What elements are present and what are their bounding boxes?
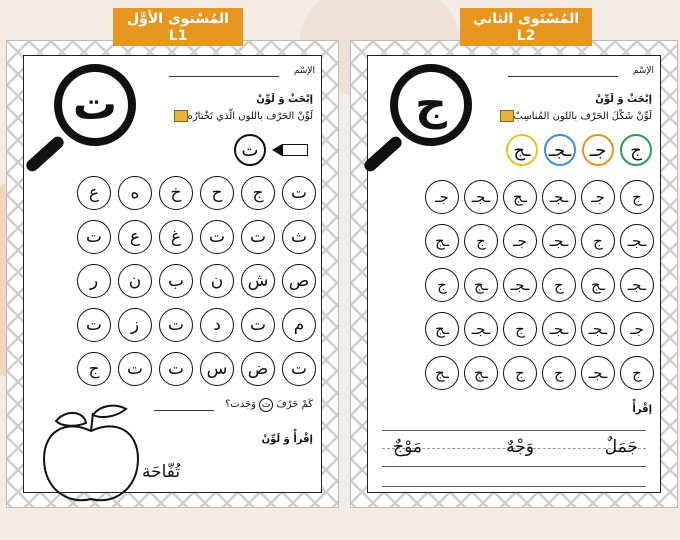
letter-circle[interactable]: ح xyxy=(200,176,234,210)
word-3: مَوْجٌ xyxy=(393,437,422,457)
worksheet-level1 xyxy=(6,40,339,508)
worksheet-body xyxy=(367,55,661,493)
instruction-line xyxy=(497,110,652,122)
letter-circle[interactable]: س xyxy=(200,352,234,386)
name-label: الإسْم xyxy=(293,66,315,76)
letter-circle[interactable]: ت xyxy=(77,308,111,342)
name-label: الإسْم xyxy=(632,66,654,76)
letter-circle[interactable]: ـج xyxy=(425,312,459,346)
instruction-text: لَوِّنْ شَكْلَ الحَرْف باللون المُناسِبْ xyxy=(513,111,652,122)
letter-circle[interactable]: ع xyxy=(118,220,152,254)
letter-circle[interactable]: ـجـ xyxy=(464,312,498,346)
apple-drawing xyxy=(36,401,146,508)
read-color-label: إقْرأْ وَ لَوِّنْ xyxy=(261,434,313,445)
letter-circle[interactable]: ج xyxy=(241,176,275,210)
writing-line xyxy=(382,466,646,467)
letter-circle[interactable]: ز xyxy=(118,308,152,342)
letter-circle[interactable]: ر xyxy=(77,264,111,298)
letter-circle[interactable]: ـج xyxy=(464,356,498,390)
calendar-icon xyxy=(174,110,188,122)
letter-circle[interactable]: ض xyxy=(241,352,275,386)
letter-circle[interactable]: ج xyxy=(542,356,576,390)
worksheet-body xyxy=(23,55,322,493)
letter-circle[interactable]: ع xyxy=(77,176,111,210)
pencil-icon xyxy=(272,144,310,156)
count-question-start: كَمْ حَرْفَ xyxy=(276,399,313,410)
read-label: إقْرأْ xyxy=(632,404,652,415)
letter-circle[interactable]: جـ xyxy=(620,312,654,346)
instruction-title: إبْحَثْ وَ لَوِّنْ xyxy=(256,94,313,105)
letter-circle[interactable]: ج xyxy=(425,268,459,302)
letter-circle[interactable]: ـجـ xyxy=(581,312,615,346)
letter-circle[interactable]: ت xyxy=(159,308,193,342)
form-sample: ـجـ xyxy=(544,134,576,166)
calendar-icon xyxy=(500,110,514,122)
big-letter: ج xyxy=(390,64,472,146)
level1-code: L1 xyxy=(168,28,188,44)
letter-circle[interactable]: ت xyxy=(241,308,275,342)
letter-circle[interactable]: ج xyxy=(620,180,654,214)
letter-circle[interactable]: ب xyxy=(159,264,193,298)
letter-circle[interactable]: ج xyxy=(503,356,537,390)
letter-circle[interactable]: ت xyxy=(118,352,152,386)
letter-circle[interactable]: ت xyxy=(200,220,234,254)
letter-circle[interactable]: خ xyxy=(159,176,193,210)
letter-circle[interactable]: ـجـ xyxy=(464,180,498,214)
letter-circle[interactable]: ن xyxy=(200,264,234,298)
letter-circle[interactable]: ت xyxy=(282,352,316,386)
level2-code: L2 xyxy=(516,28,536,44)
word-2: وَجْهٌ xyxy=(506,437,534,457)
letter-circle[interactable]: جـ xyxy=(503,224,537,258)
level2-title: المُسْتَوى الثاني xyxy=(472,11,580,27)
letter-circle[interactable]: جـ xyxy=(425,180,459,214)
instruction-text: لَوِّنْ الحَرْف باللون الّذي تَخْتارُه xyxy=(187,111,313,122)
letter-circle[interactable]: م xyxy=(282,308,316,342)
letter-circle[interactable]: ش xyxy=(241,264,275,298)
letter-circle[interactable]: ج xyxy=(503,312,537,346)
instruction-line xyxy=(171,110,313,122)
letter-circle[interactable]: ـجـ xyxy=(581,356,615,390)
letter-circle[interactable]: جـ xyxy=(581,180,615,214)
worksheet-level2 xyxy=(350,40,678,508)
letter-circle[interactable]: ن xyxy=(118,264,152,298)
letter-circle[interactable]: ـجـ xyxy=(542,224,576,258)
letter-circle[interactable]: د xyxy=(200,308,234,342)
letter-circle[interactable]: ج xyxy=(77,352,111,386)
letter-circle[interactable]: ت xyxy=(241,220,275,254)
letter-circle[interactable]: ـج xyxy=(464,268,498,302)
letter-circle[interactable]: ـجـ xyxy=(503,268,537,302)
letter-circle[interactable]: ـج xyxy=(425,356,459,390)
letter-circle[interactable]: ـج xyxy=(425,224,459,258)
letter-circle[interactable]: ج xyxy=(581,224,615,258)
letter-circle[interactable]: ـجـ xyxy=(620,268,654,302)
name-field[interactable] xyxy=(508,76,618,77)
writing-line xyxy=(382,486,646,487)
letter-circle[interactable]: ـج xyxy=(581,268,615,302)
level2-tag xyxy=(460,8,592,46)
word-1: جَمَلٌ xyxy=(604,437,638,457)
letter-circle[interactable]: ج xyxy=(542,268,576,302)
letter-circle[interactable]: ت xyxy=(282,176,316,210)
form-sample: ج xyxy=(620,134,652,166)
letter-circle[interactable]: ـجـ xyxy=(620,224,654,258)
letter-circle[interactable]: ـج xyxy=(503,180,537,214)
letter-circle[interactable]: ـجـ xyxy=(542,312,576,346)
level1-title: المُسْتوى الأوَّل xyxy=(127,11,229,27)
letter-circle[interactable]: ص xyxy=(282,264,316,298)
writing-line xyxy=(382,430,646,431)
count-question-end: وَجَدت؟ xyxy=(224,399,256,410)
letter-circle[interactable]: ت xyxy=(159,352,193,386)
big-letter: ت xyxy=(54,64,136,146)
instruction-title: إبْحَثْ وَ لَوِّنْ xyxy=(595,94,652,105)
letter-circle[interactable]: ج xyxy=(620,356,654,390)
count-question xyxy=(225,398,313,412)
letter-circle[interactable]: غ xyxy=(159,220,193,254)
letter-circle[interactable]: ت xyxy=(77,220,111,254)
count-question-letter: ت xyxy=(259,398,273,412)
sample-letter: ت xyxy=(234,134,266,166)
letter-circle[interactable]: ـجـ xyxy=(542,180,576,214)
form-sample: ـج xyxy=(506,134,538,166)
form-sample: جـ xyxy=(582,134,614,166)
name-field[interactable] xyxy=(169,76,279,77)
letter-circle[interactable]: ث xyxy=(282,220,316,254)
letter-circle[interactable]: ه xyxy=(118,176,152,210)
fruit-word: تُفّاحَة xyxy=(142,462,181,482)
count-answer-field[interactable] xyxy=(154,410,214,411)
letter-circle[interactable]: ج xyxy=(464,224,498,258)
level1-tag xyxy=(113,8,243,46)
